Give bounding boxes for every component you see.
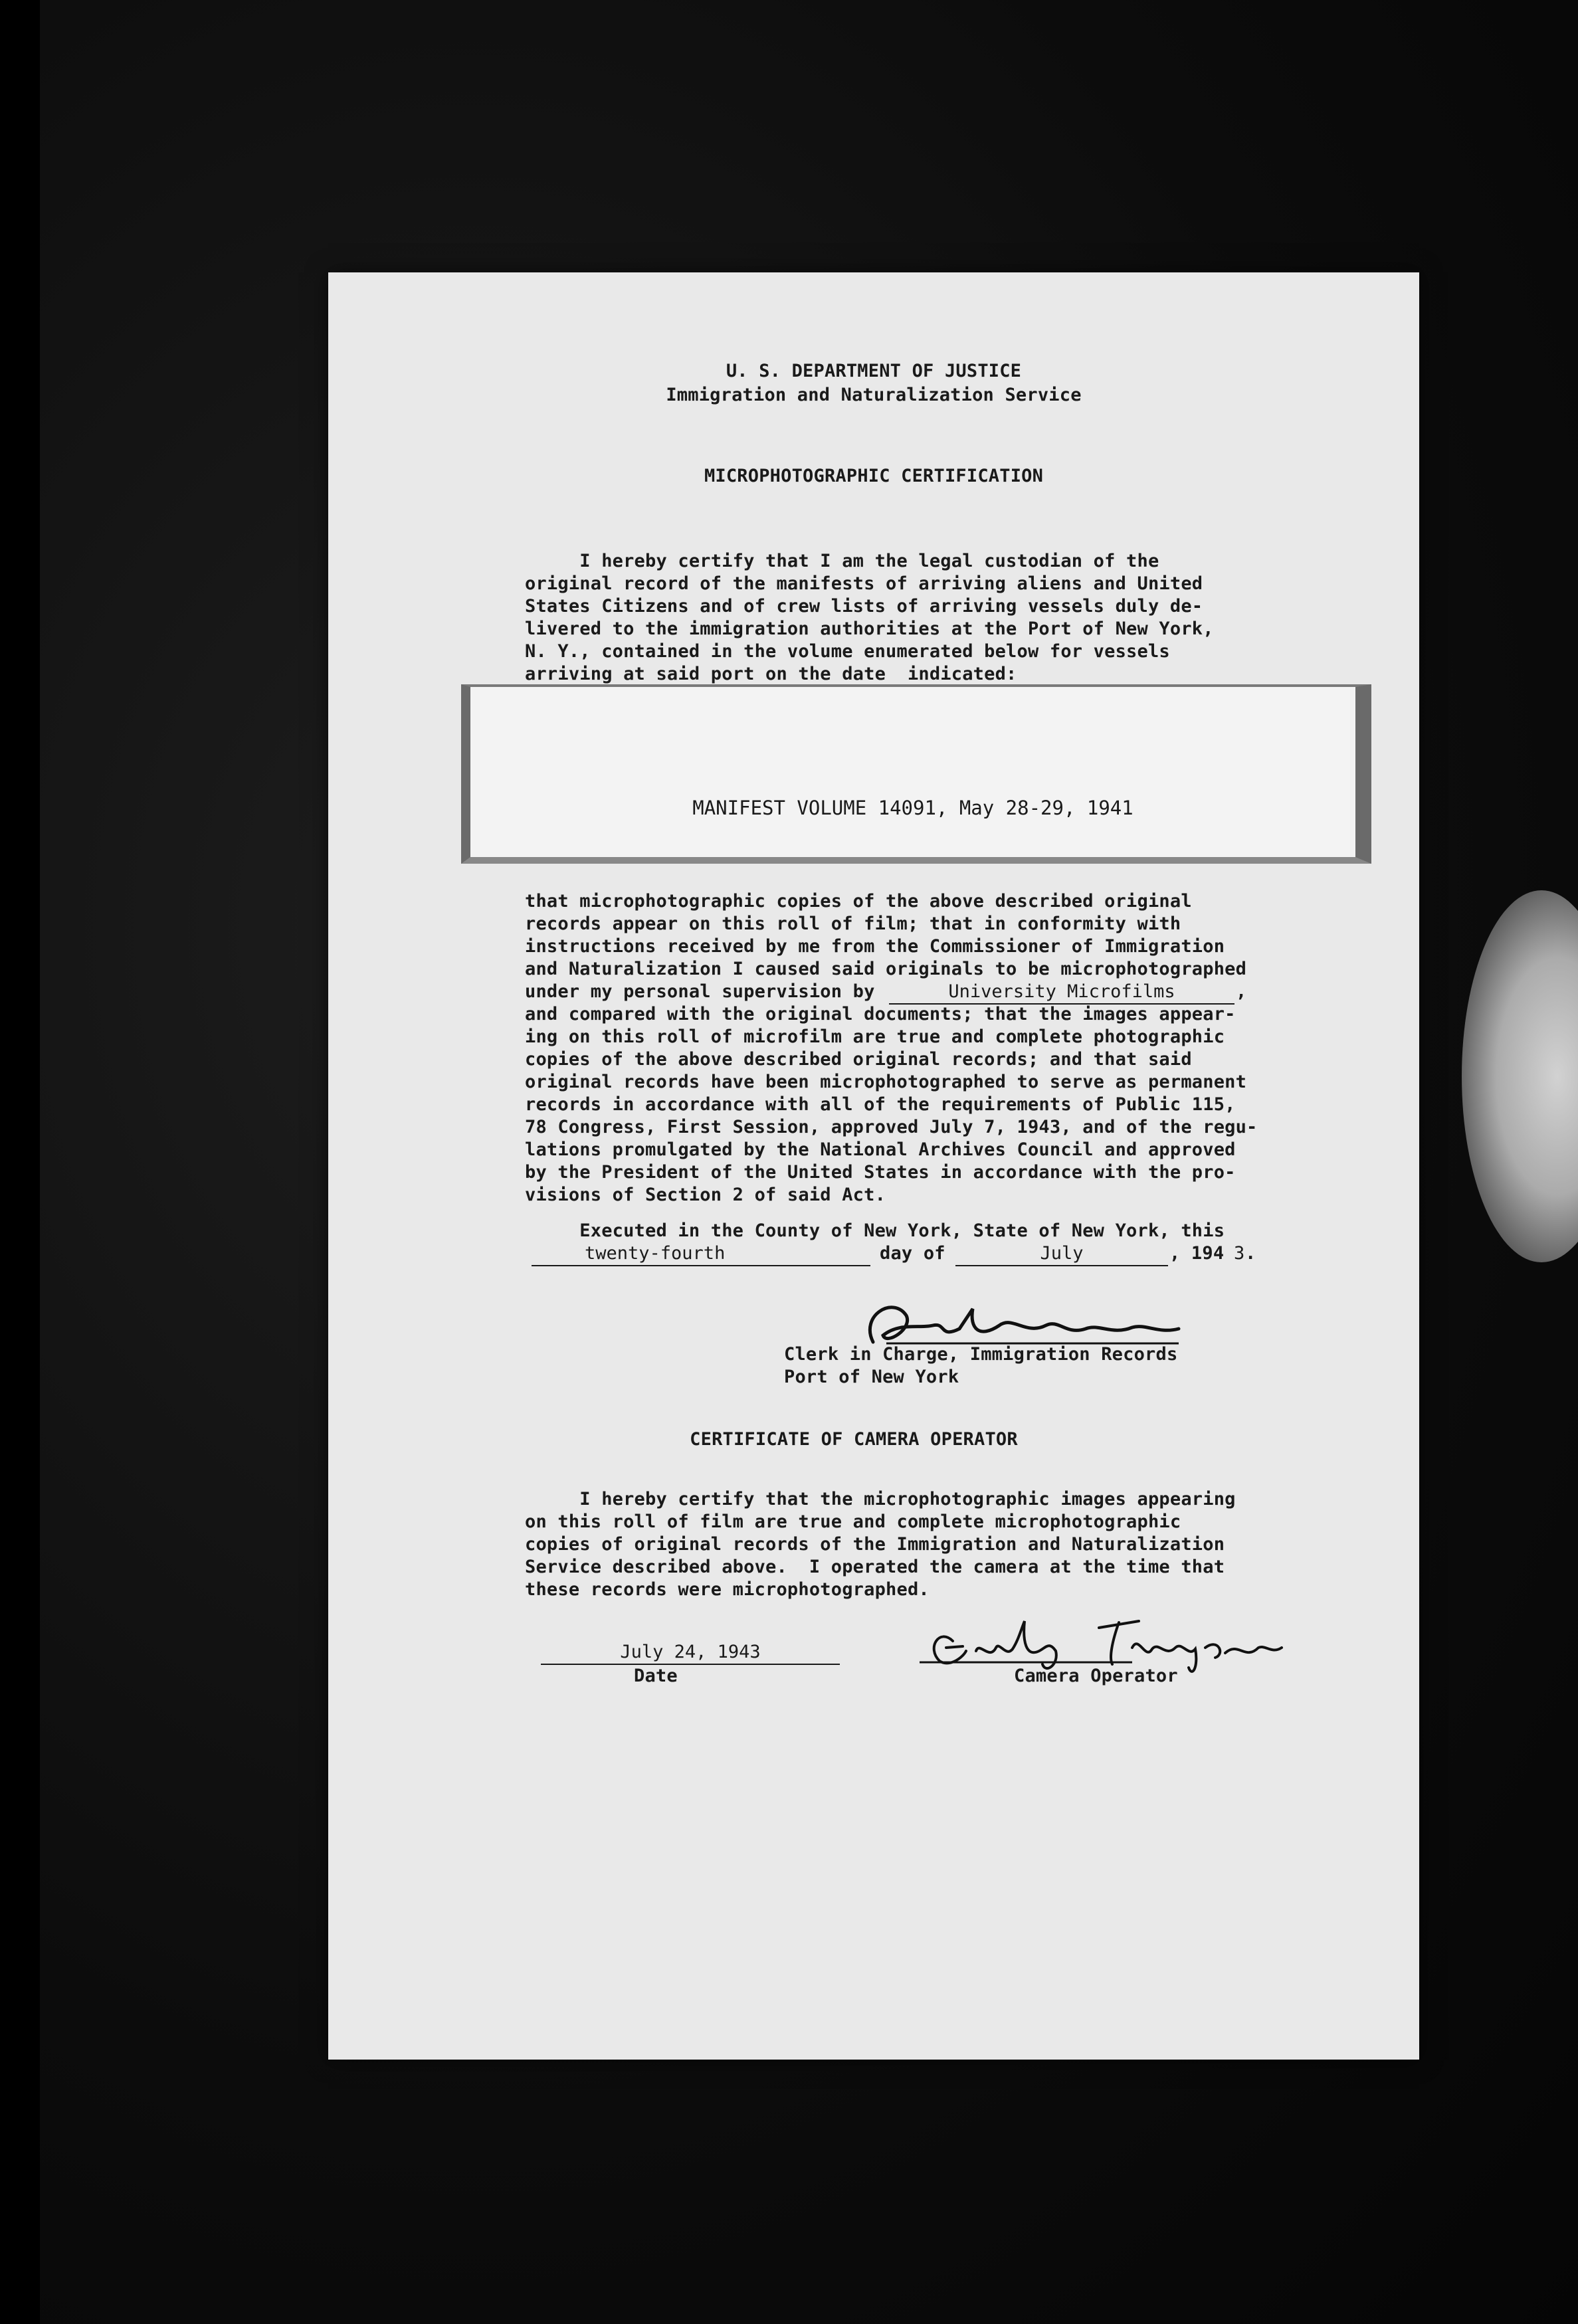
text-line: I hereby certify that I am the legal custodian of the [525,551,1159,571]
page-title: MICROPHOTOGRAPHIC CERTIFICATION [704,466,1044,486]
text-line: on this roll of film are true and complete microphotographic [525,1511,1181,1532]
film-edge [0,0,40,2324]
service-heading: Immigration and Naturalization Service [666,385,1082,405]
text-line: N. Y., contained in the volume enumerated below for vessels [525,641,1170,662]
text-line: under my personal supervision by [525,981,875,1002]
year-suffix: . [1245,1243,1256,1264]
clerk-title: Clerk in Charge, Immigration Records [784,1344,1178,1365]
department-heading: U. S. DEPARTMENT OF JUSTICE [726,361,1022,381]
executed-month-field: July [955,1242,1168,1266]
text-line: these records were microphotographed. [525,1579,930,1600]
text-line: and compared with the original documents; that the images appear- [525,1004,1236,1024]
clerk-location: Port of New York [784,1367,959,1387]
text-line: copies of the above described original records; and that said [525,1049,1192,1070]
text-line: Service described above. I operated the camera at the time that [525,1557,1225,1577]
text-line: lations promulgated by the National Archives Council and approved [525,1139,1236,1160]
certificate-page [328,272,1419,2060]
text-line: 78 Congress, First Session, approved July 7, 1943, and of the regu- [525,1117,1258,1137]
supervisor-field: University Microfilms [889,981,1234,1005]
text-line: ing on this roll of microfilm are true and complete photographic [525,1026,1225,1047]
text-line: that microphotographic copies of the above described original [525,891,1192,912]
text-line: original record of the manifests of arriving aliens and United [525,573,1203,594]
camera-heading: CERTIFICATE OF CAMERA OPERATOR [690,1429,1018,1450]
text-line: instructions received by me from the Commissioner of Immigration [525,936,1225,957]
manifest-slip [461,684,1371,864]
text-line: records in accordance with all of the requirements of Public 115, [525,1094,1236,1115]
year-prefix: , 194 [1169,1243,1225,1264]
text-line: visions of Section 2 of said Act. [525,1185,886,1205]
camera-date-field: July 24, 1943 [541,1641,840,1665]
supervisor-suffix: , [1236,981,1247,1002]
camera-date-label: Date [634,1666,678,1686]
year-digit: 3 [1234,1243,1245,1264]
text-line: States Citizens and of crew lists of arriving vessels duly de- [525,596,1203,617]
text-line: records appear on this roll of film; that in conformity with [525,914,1181,934]
executed-day-field: twenty-fourth [532,1242,870,1266]
executed-line: Executed in the County of New York, State of New York, this [525,1220,1225,1241]
text-line: original records have been microphotographed to serve as permanent [525,1072,1247,1092]
camera-operator-label: Camera Operator [1014,1666,1178,1686]
text-line: copies of original records of the Immigration and Naturalization [525,1534,1225,1555]
manifest-volume-text: MANIFEST VOLUME 14091, May 28-29, 1941 [692,797,1134,819]
day-of-label: day of [880,1243,945,1264]
text-line: livered to the immigration authorities at the Port of New York, [525,619,1214,639]
text-line: and Naturalization I caused said originals to be microphotographed [525,959,1247,979]
text-line: arriving at said port on the date indicated: [525,664,1017,684]
text-line: I hereby certify that the microphotographic images appearing [525,1489,1236,1509]
text-line: by the President of the United States in accordance with the pro- [525,1162,1236,1183]
